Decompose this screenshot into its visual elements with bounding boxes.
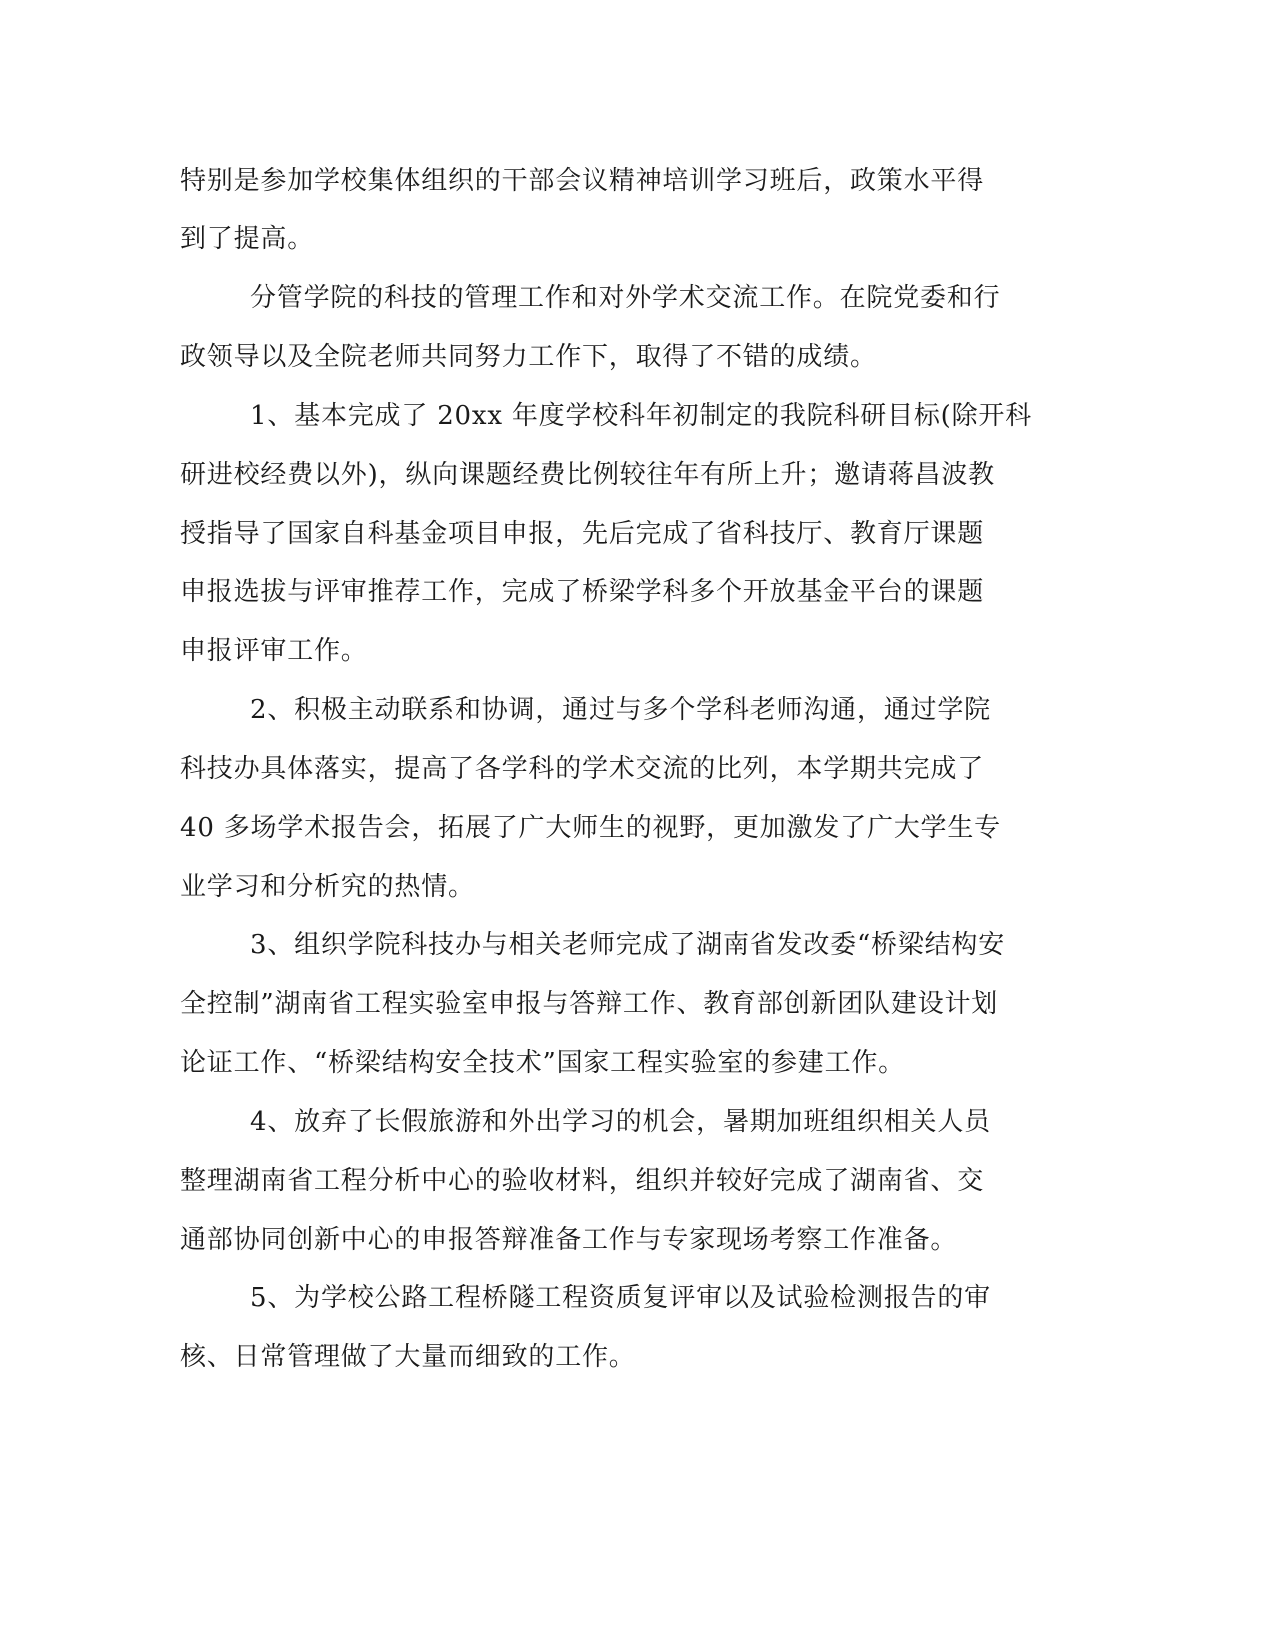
text-line: 40 多场学术报告会，拓展了广大师生的视野，更加激发了广大学生专 [180,813,1001,843]
text-line: 5、为学校公路工程桥隧工程资质复评审以及试验检测报告的审 [250,1283,991,1313]
text-line: 通部协同创新中心的申报答辩准备工作与专家现场考察工作准备。 [180,1225,958,1255]
text-line: 核、日常管理做了大量而细致的工作。 [180,1342,636,1372]
text-line: 申报评审工作。 [180,636,368,666]
text-line: 整理湖南省工程分析中心的验收材料，组织并较好完成了湖南省、交 [180,1166,985,1196]
text-line: 到了提高。 [180,224,315,254]
text-line: 1、基本完成了 20xx 年度学校科年初制定的我院科研目标(除开科 [250,401,1033,431]
text-line: 申报选拔与评审推荐工作，完成了桥梁学科多个开放基金平台的课题 [180,577,985,607]
text-line: 论证工作、“桥梁结构安全技术”国家工程实验室的参建工作。 [180,1048,905,1078]
text-line: 2、积极主动联系和协调，通过与多个学科老师沟通，通过学院 [250,695,991,725]
text-line: 特别是参加学校集体组织的干部会议精神培训学习班后，政策水平得 [180,166,985,196]
text-line: 政领导以及全院老师共同努力工作下，取得了不错的成绩。 [180,342,877,372]
text-line: 全控制”湖南省工程实验室申报与答辩工作、教育部创新团队建设计划 [180,989,999,1019]
text-line: 业学习和分析究的热情。 [180,872,475,902]
text-line: 3、组织学院科技办与相关老师完成了湖南省发改委“桥梁结构安 [250,930,1006,960]
text-line: 4、放弃了长假旅游和外出学习的机会，暑期加班组织相关人员 [250,1107,991,1137]
text-line: 研进校经费以外)，纵向课题经费比例较往年有所上升；邀请蒋昌波教 [180,460,995,490]
text-line: 授指导了国家自科基金项目申报，先后完成了省科技厅、教育厅课题 [180,519,985,549]
text-line: 科技办具体落实，提高了各学科的学术交流的比列，本学期共完成了 [180,754,985,784]
text-line: 分管学院的科技的管理工作和对外学术交流工作。在院党委和行 [250,283,1001,313]
